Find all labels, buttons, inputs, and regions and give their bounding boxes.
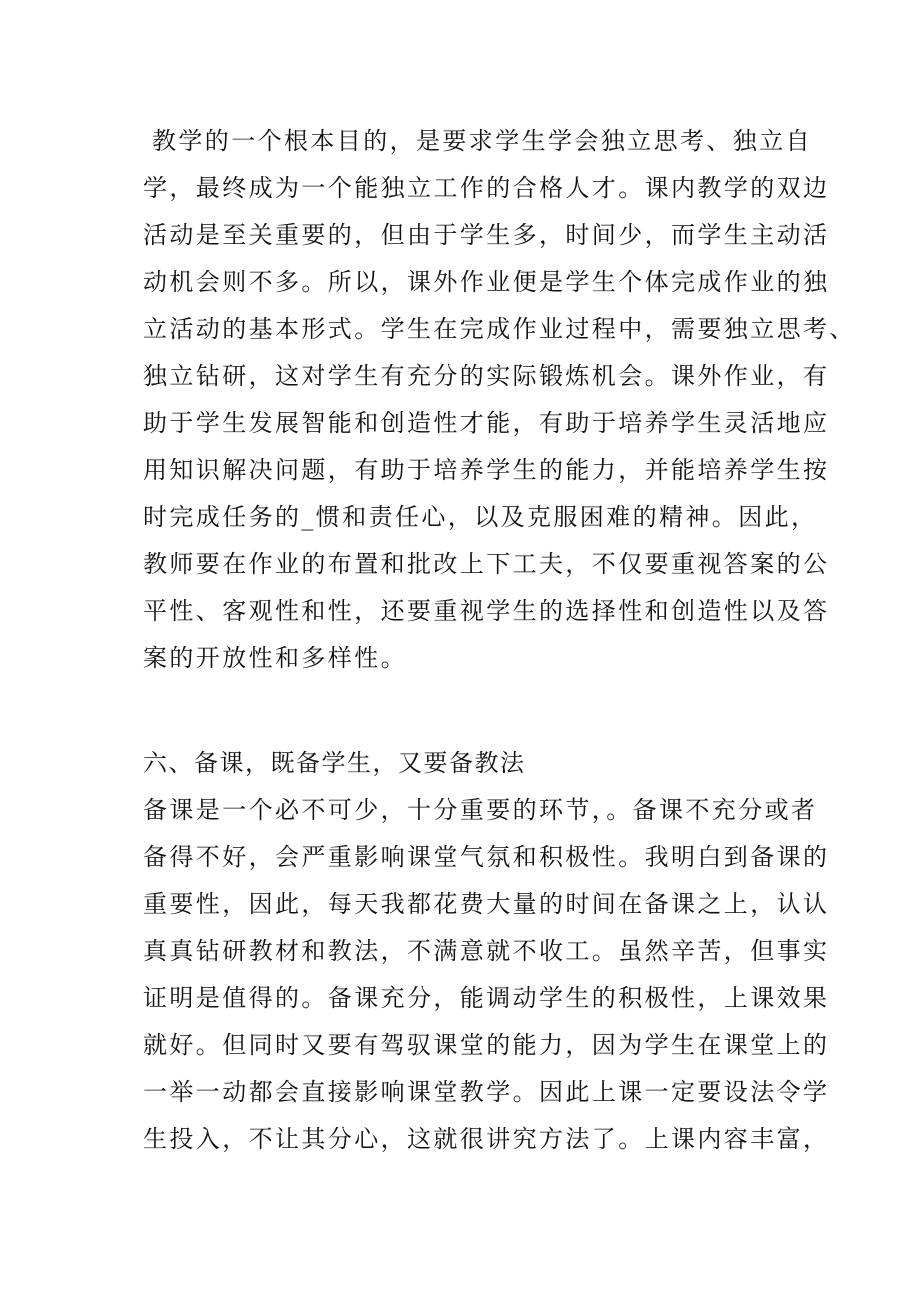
paragraph2-line-1: 备课是一个必不可少，十分重要的环节，。备课不充分或者 <box>143 796 818 824</box>
paragraph1-line-7: 助于学生发展智能和创造性才能，有助于培养学生灵活地应 <box>143 409 830 437</box>
paragraph1-line-4: 动机会则不多。所以，课外作业便是学生个体完成作业的独 <box>143 268 830 296</box>
paragraph2-line-6: 就好。但同时又要有驾驭课堂的能力，因为学生在课堂上的 <box>143 1031 830 1059</box>
paragraph2-line-5: 证明是值得的。备课充分，能调动学生的积极性，上课效果 <box>143 984 830 1012</box>
paragraph1-line-10: 教师要在作业的布置和批改上下工夫，不仅要重视答案的公 <box>143 550 830 578</box>
paragraph2-line-3: 重要性，因此，每天我都花费大量的时间在备课之上，认认 <box>143 890 830 918</box>
paragraph1-line-9: 时完成任务的_惯和责任心，以及克服困难的精神。因此， <box>143 503 818 531</box>
paragraph2-line-4: 真真钻研教材和教法，不满意就不收工。虽然辛苦，但事实 <box>143 937 830 965</box>
paragraph1-line-5: 立活动的基本形式。学生在完成作业过程中，需要独立思考、 <box>143 315 856 343</box>
paragraph1-line-6: 独立钻研，这对学生有充分的实际锻炼机会。课外作业，有 <box>143 362 830 390</box>
paragraph2-line-2: 备得不好，会严重影响课堂气氛和积极性。我明白到备课的 <box>143 843 830 871</box>
paragraph1-line-12: 案的开放性和多样性。 <box>143 644 407 672</box>
paragraph2-line-8: 生投入，不让其分心，这就很讲究方法了。上课内容丰富， <box>143 1125 830 1153</box>
paragraph1-line-8: 用知识解决问题，有助于培养学生的能力，并能培养学生按 <box>143 456 830 484</box>
paragraph2-line-7: 一举一动都会直接影响课堂教学。因此上课一定要设法令学 <box>143 1078 830 1106</box>
section-heading: 六、备课，既备学生，又要备教法 <box>143 749 526 777</box>
paragraph1-line-3: 活动是至关重要的，但由于学生多，时间少，而学生主动活 <box>143 221 830 249</box>
paragraph1-line-1: 教学的一个根本目的，是要求学生学会独立思考、独立自 <box>152 127 812 155</box>
paragraph1-line-11: 平性、客观性和性，还要重视学生的选择性和创造性以及答 <box>143 597 830 625</box>
paragraph1-line-2: 学，最终成为一个能独立工作的合格人才。课内教学的双边 <box>143 174 830 202</box>
